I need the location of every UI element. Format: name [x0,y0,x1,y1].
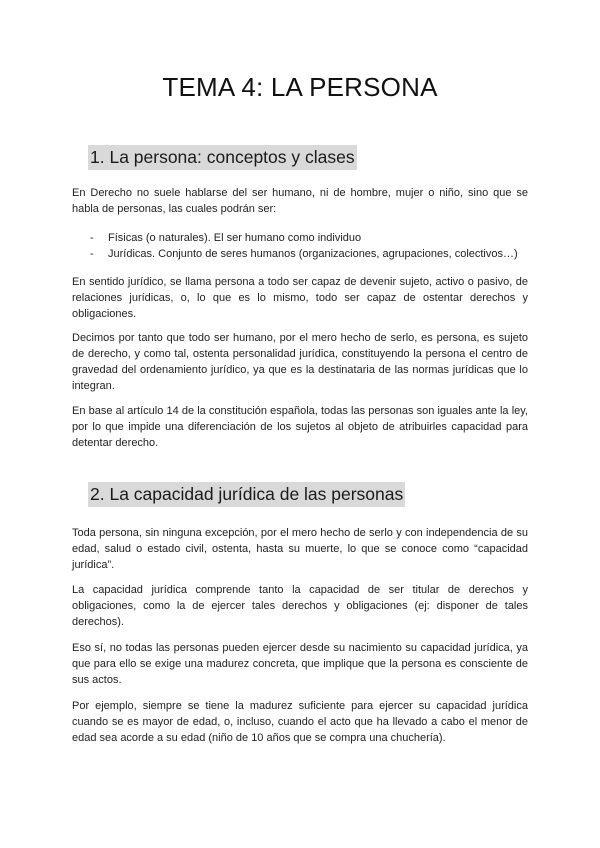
section-1-paragraph: En base al artículo 14 de la constitución española, todas las personas son iguales ante la ley, por lo que impide una diferenciación de los sujetos al objeto de atribuirles capacidad para detentar derecho. [72,405,528,449]
section-1-intro: En Derecho no suele hablarse del ser humano, ni de hombre, mujer o niño, sino que se habla de personas, las cuales podrán ser: [72,187,528,215]
section-1-paragraph: En sentido jurídico, se llama persona a todo ser capaz de devenir sujeto, activo o pasivo, de relaciones jurídicas, o, lo que es lo mismo, todo ser capaz de ostentar derechos y obligaciones. [72,276,528,320]
section-2-paragraph: La capacidad jurídica comprende tanto la capacidad de ser titular de derechos y obligaciones, como la de ejercer tales derechos y obligaciones (ej: disponer de tales derechos). [72,584,528,628]
section-2-heading: 2. La capacidad jurídica de las personas [88,482,405,507]
section-2-paragraph: Por ejemplo, siempre se tiene la madurez suficiente para ejercer su capacidad jurídica cuando se es mayor de edad, o, incluso, cuando el acto que ha llevado a cabo el menor de edad sea acorde a su edad (niño de 10 años que se compra una chuchería). [72,700,528,744]
persona-types-list [72,230,532,262]
bullet-dash: - [90,232,94,244]
bullet-dash: - [90,248,94,260]
section-1-heading: 1. La persona: conceptos y clases [88,145,357,170]
list-item [72,230,532,246]
list-item-text: Jurídicas. Conjunto de seres humanos (organizaciones, agrupaciones, colectivos…) [108,248,518,260]
list-item-text: Físicas (o naturales). El ser humano como individuo [108,232,362,244]
list-item [72,246,532,262]
section-2-paragraph: Eso sí, no todas las personas pueden ejercer desde su nacimiento su capacidad jurídica, ya que para ello se exige una madurez concreta, que implique que la persona es consciente de sus actos. [72,642,528,686]
section-2-paragraph: Toda persona, sin ninguna excepción, por el mero hecho de serlo y con independencia de su edad, salud o estado civil, ostenta, hasta su muerte, lo que se conoce como “capacidad jurídica”. [72,527,528,571]
page-title: TEMA 4: LA PERSONA [162,72,438,102]
section-1-paragraph: Decimos por tanto que todo ser humano, por el mero hecho de serlo, es persona, es sujeto de derecho, y como tal, ostenta personalidad jurídica, constituyendo la persona el centro de gravedad del ordenamiento jurídico, ya que es la destinataria de las normas jurídicas que lo integran. [72,332,528,392]
